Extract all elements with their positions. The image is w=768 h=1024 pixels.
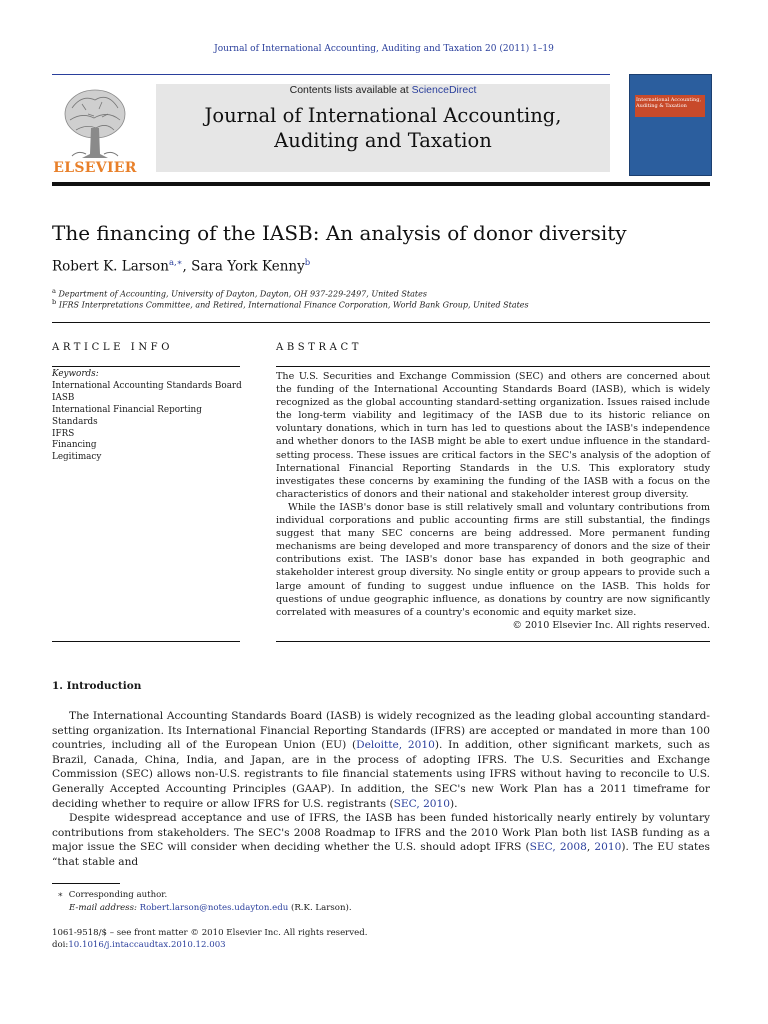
masthead-top-rule xyxy=(52,74,610,75)
masthead-bottom-rule xyxy=(52,182,710,186)
affiliation-mark: a xyxy=(52,287,56,295)
author-name: Sara York Kenny xyxy=(191,258,305,275)
author-separator: , xyxy=(182,258,192,275)
journal-cover-thumbnail[interactable] xyxy=(629,74,712,176)
affiliation xyxy=(52,287,427,299)
author-line xyxy=(52,258,310,275)
footnote-rule xyxy=(52,883,120,884)
contents-line xyxy=(156,84,610,96)
sciencedirect-link[interactable]: ScienceDirect xyxy=(411,84,477,96)
email-label: E-mail address: xyxy=(69,902,140,913)
footnote xyxy=(52,889,712,914)
divider xyxy=(52,322,710,323)
article-info-label: ARTICLE INFO xyxy=(52,342,174,353)
divider xyxy=(52,366,240,367)
keyword: IASB xyxy=(52,392,75,403)
journal-title xyxy=(156,103,610,153)
elsevier-wordmark: ELSEVIER xyxy=(53,160,137,176)
corresponding-author-note: ∗ Corresponding author. xyxy=(57,890,168,900)
keyword: Legitimacy xyxy=(52,452,102,463)
footnote-mark: ∗ xyxy=(57,890,64,900)
divider xyxy=(276,641,710,642)
email-line: E-mail address: Robert.larson@notes.udayton.edu (R.K. Larson). xyxy=(69,902,352,913)
journal-title-line1: Journal of International Accounting, xyxy=(204,104,562,127)
keyword: International Financial Reporting Standards xyxy=(52,404,202,427)
body-paragraph: The International Accounting Standards Board (IASB) is widely recognized as the leading global accounting standard-setting organization. Its International Financial Reporting Standards (IFRS) are accepted or mandated in more than 100 countries, including all of the European Union (EU) (Deloitte, 2010). In addition, other significant markets, such as Brazil, Canada, China, India, and Japan, are in the process of adopting IFRS. The U.S. Securities and Exchange Commission (SEC) allows non-U.S. registrants to file financial statements using IFRS without having to reconcile to U.S. Generally Accepted Accounting Principles (GAAP). In addition, the SEC's new Work Plan has a 2011 timeframe for deciding whether to require or allow IFRS for U.S. registrants (SEC, 2010). xyxy=(52,710,710,810)
abstract-body xyxy=(276,370,710,632)
abstract-label: ABSTRACT xyxy=(276,342,362,353)
affiliation xyxy=(52,298,529,310)
contents-prefix: Contents lists available at xyxy=(289,84,412,96)
keyword: Financing xyxy=(52,440,97,451)
affiliation-text: IFRS Interpretations Committee, and Retired, International Finance Corporation, World Bank Group, United States xyxy=(58,300,529,310)
body-paragraph: Despite widespread acceptance and use of IFRS, the IASB has been funded historically nearly entirely by voluntary contributions from stakeholders. The SEC's 2008 Roadmap to IFRS and the 2010 Work Plan both list IASB funding as a major issue the SEC will consider when deciding whether the U.S. should adopt IFRS (SEC, 2008, 2010). The EU states “that stable and xyxy=(52,812,710,868)
citation-link[interactable]: Deloitte, 2010 xyxy=(356,739,435,752)
issn-block xyxy=(52,927,552,951)
abstract-paragraph: While the IASB's donor base is still relatively small and voluntary contributions from individual corporations and public accounting firms are still substantial, the findings suggest that many SEC concerns are being addressed. More permanent funding mechanisms are being developed and more transparency of donors and the size of their contributions exist. The IASB's donor base has expanded in both geographic and stakeholder interest group diversity. No single entity or group appears to provide such a large amount of funding to suggest undue influence on the IASB. This holds for questions of undue geographic influence, as donations by country are now significantly correlated with measures of a country's economic and equity market size. xyxy=(276,501,710,618)
keywords-block xyxy=(52,369,242,464)
journal-title-line2: Auditing and Taxation xyxy=(274,129,492,152)
section-heading: 1. Introduction xyxy=(52,680,142,692)
citation-link[interactable]: SEC, 2010 xyxy=(393,797,451,810)
citation-link[interactable]: 2010 xyxy=(594,841,622,854)
affiliation-mark: b xyxy=(52,298,57,306)
doi-link[interactable]: 10.1016/j.intaccaudtax.2010.12.003 xyxy=(68,940,226,950)
cover-title-text: International Accounting, Auditing & Taxation xyxy=(636,97,702,109)
copyright-notice: © 2010 Elsevier Inc. All rights reserved. xyxy=(512,619,710,631)
running-head[interactable]: Journal of International Accounting, Auditing and Taxation 20 (2011) 1–19 xyxy=(214,44,554,54)
abstract-paragraph: The U.S. Securities and Exchange Commission (SEC) and others are concerned about the funding of the International Accounting Standards Board (IASB), which is widely recognized as the global accounting standard-setting organization. Issues raised include the long-term viability and legitimacy of the IASB due to its historic reliance on voluntary donations, which in turn has led to questions about the IASB's independence and whether donors to the IASB might be able to exert undue influence in the standard-setting process. These issues are critical factors in the SEC's analysis of the adoption of International Financial Reporting Standards in the U.S. This exploratory study investigates these concerns by examining the funding of the IASB with a focus on the characteristics of donors and their national and stakeholder interest group diversity. xyxy=(276,371,710,500)
affiliation-text: Department of Accounting, University of Dayton, Dayton, OH 937-229-2497, United States xyxy=(58,289,427,299)
divider xyxy=(276,366,710,367)
author-affiliation-mark[interactable]: b xyxy=(304,258,311,268)
doi-line: doi:10.1016/j.intaccaudtax.2010.12.003 xyxy=(52,940,226,950)
keyword: International Accounting Standards Board xyxy=(52,380,242,391)
author-affiliation-mark[interactable]: a,∗ xyxy=(168,258,183,268)
intro-body xyxy=(52,709,710,870)
issn-line: 1061-9518/$ – see front matter © 2010 Elsevier Inc. All rights reserved. xyxy=(52,928,368,938)
divider xyxy=(52,641,240,642)
keywords-heading: Keywords: xyxy=(52,369,99,379)
citation-link[interactable]: SEC, 2008 xyxy=(529,841,587,854)
author-name: Robert K. Larson xyxy=(52,258,169,275)
email-link[interactable]: Robert.larson@notes.udayton.edu xyxy=(139,902,289,913)
article-title: The financing of the IASB: An analysis of donor diversity xyxy=(52,221,627,245)
keyword: IFRS xyxy=(52,428,75,439)
